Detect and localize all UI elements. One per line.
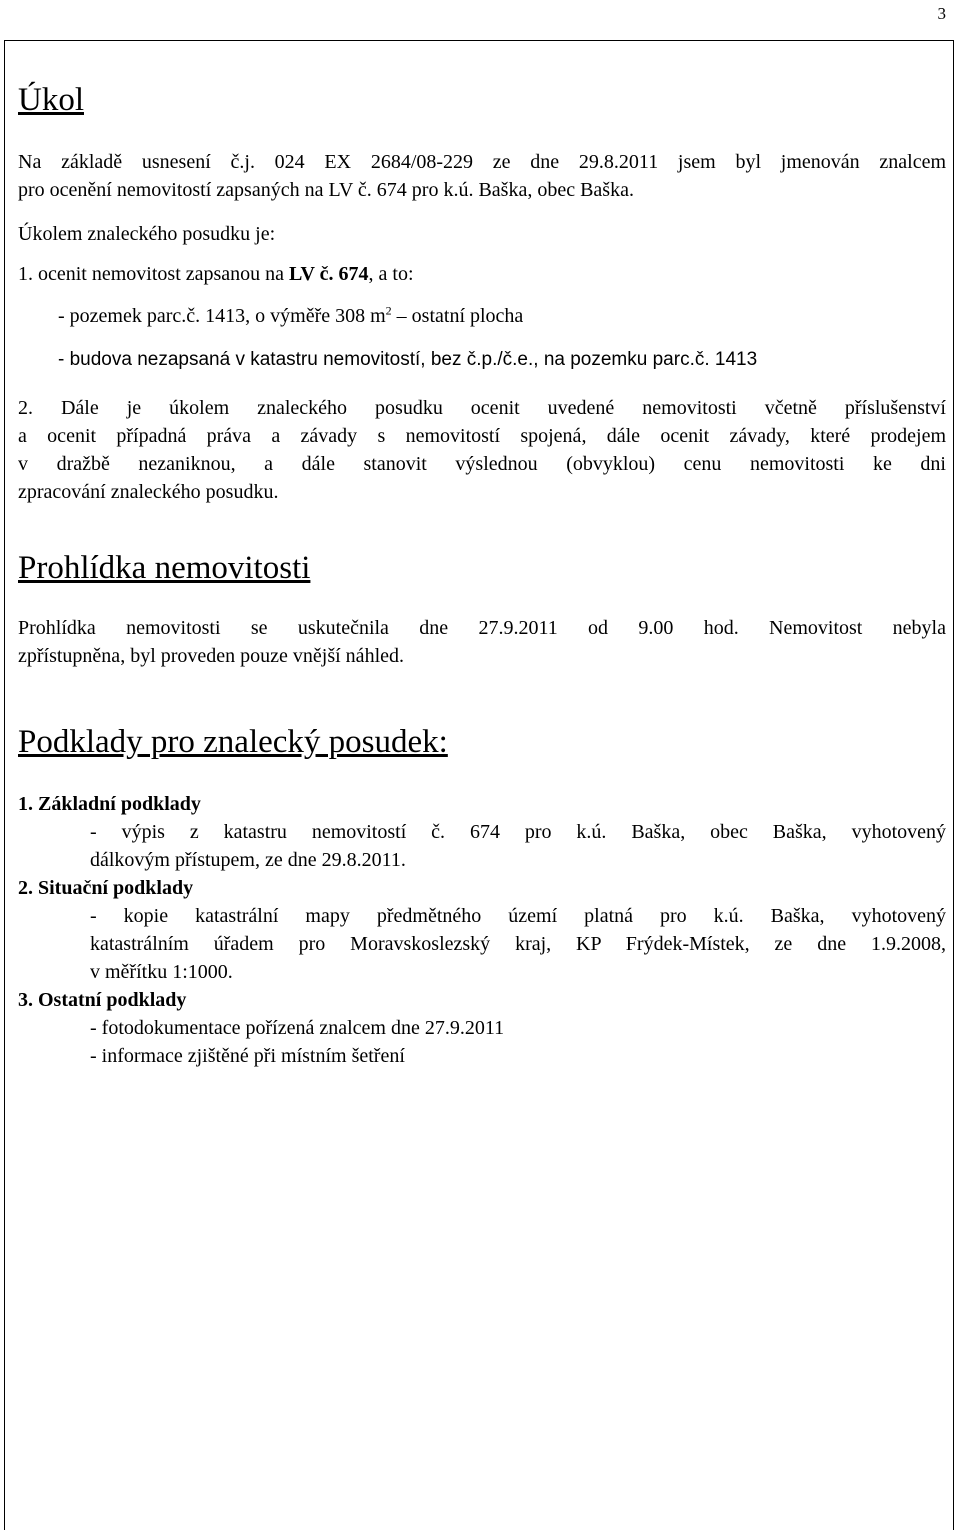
- item-2: [18, 394, 946, 506]
- prohlidka-line-2: zpřístupněna, byl proveden pouze vnější náhled.: [18, 645, 404, 667]
- group-2-line-3: v měřítku 1:1000.: [90, 961, 233, 983]
- group-3-line-2: - informace zjištěné při místním šetření: [90, 1045, 405, 1067]
- item-2-line-1: 2. Dále je úkolem znaleckého posudku ocenit uvedené nemovitosti včetně příslušenství: [18, 397, 946, 419]
- group-3-line-1: - fotodokumentace pořízená znalcem dne 27.9.2011: [90, 1017, 505, 1039]
- intro-line-2: pro ocenění nemovitostí zapsaných na LV č. 674 pro k.ú. Baška, obec Baška.: [18, 179, 634, 201]
- group-3-body: [18, 1014, 946, 1070]
- group-3-title: 3. Ostatní podklady: [18, 989, 187, 1011]
- page-number: 3: [937, 4, 946, 23]
- item-1-prefix: 1. ocenit nemovitost zapsanou na: [18, 263, 290, 285]
- land-suffix: – ostatní plocha: [391, 305, 524, 327]
- prohlidka-line-1: Prohlídka nemovitosti se uskutečnila dne 27.9.2011 od 9.00 hod. Nemovitost nebyla: [18, 617, 946, 639]
- heading-prohlidka: Prohlídka nemovitosti: [18, 550, 311, 586]
- item-1-bold: LV č. 674: [289, 263, 369, 285]
- land-text: - pozemek parc.č. 1413, o výměře 308 m: [58, 305, 386, 327]
- group-1-body: [18, 818, 946, 874]
- document-body: [18, 40, 946, 1070]
- group-1-title: 1. Základní podklady: [18, 793, 201, 815]
- heading-ukol: Úkol: [18, 82, 84, 118]
- group-2-line-2: katastrálním úřadem pro Moravskoslezský kraj, KP Frýdek-Místek, ze dne 1.9.2008,: [90, 933, 946, 955]
- land-item: [18, 302, 946, 330]
- heading-podklady: Podklady pro znalecký posudek:: [18, 724, 448, 760]
- land-sup: 2: [385, 303, 392, 318]
- item-1: [18, 260, 946, 288]
- intro-line-1: Na základě usnesení č.j. 024 EX 2684/08-229 ze dne 29.8.2011 jsem byl jmenován znalcem: [18, 151, 946, 173]
- item-2-line-2: a ocenit případná práva a závady s nemovitostí spojená, dále ocenit závady, které prodejem: [18, 425, 946, 447]
- item-2-line-4: zpracování znaleckého posudku.: [18, 481, 279, 503]
- group-2-line-1: - kopie katastrální mapy předmětného území platná pro k.ú. Baška, vyhotovený: [90, 905, 946, 927]
- group-1-line-1: - výpis z katastru nemovitostí č. 674 pro k.ú. Baška, obec Baška, vyhotovený: [90, 821, 946, 843]
- item-1-suffix: , a to:: [368, 263, 414, 285]
- group-2-title: 2. Situační podklady: [18, 877, 194, 899]
- item-2-line-3: v dražbě nezaniknou, a dále stanovit výslednou (obvyklou) cenu nemovitosti ke dni: [18, 453, 946, 475]
- group-2-body: [18, 902, 946, 986]
- task-label: Úkolem znaleckého posudku je:: [18, 223, 276, 245]
- group-1-line-2: dálkovým přístupem, ze dne 29.8.2011.: [90, 849, 406, 871]
- building-item: - budova nezapsaná v katastru nemovitostí, bez č.p./č.e., na pozemku parc.č. 1413: [58, 349, 758, 370]
